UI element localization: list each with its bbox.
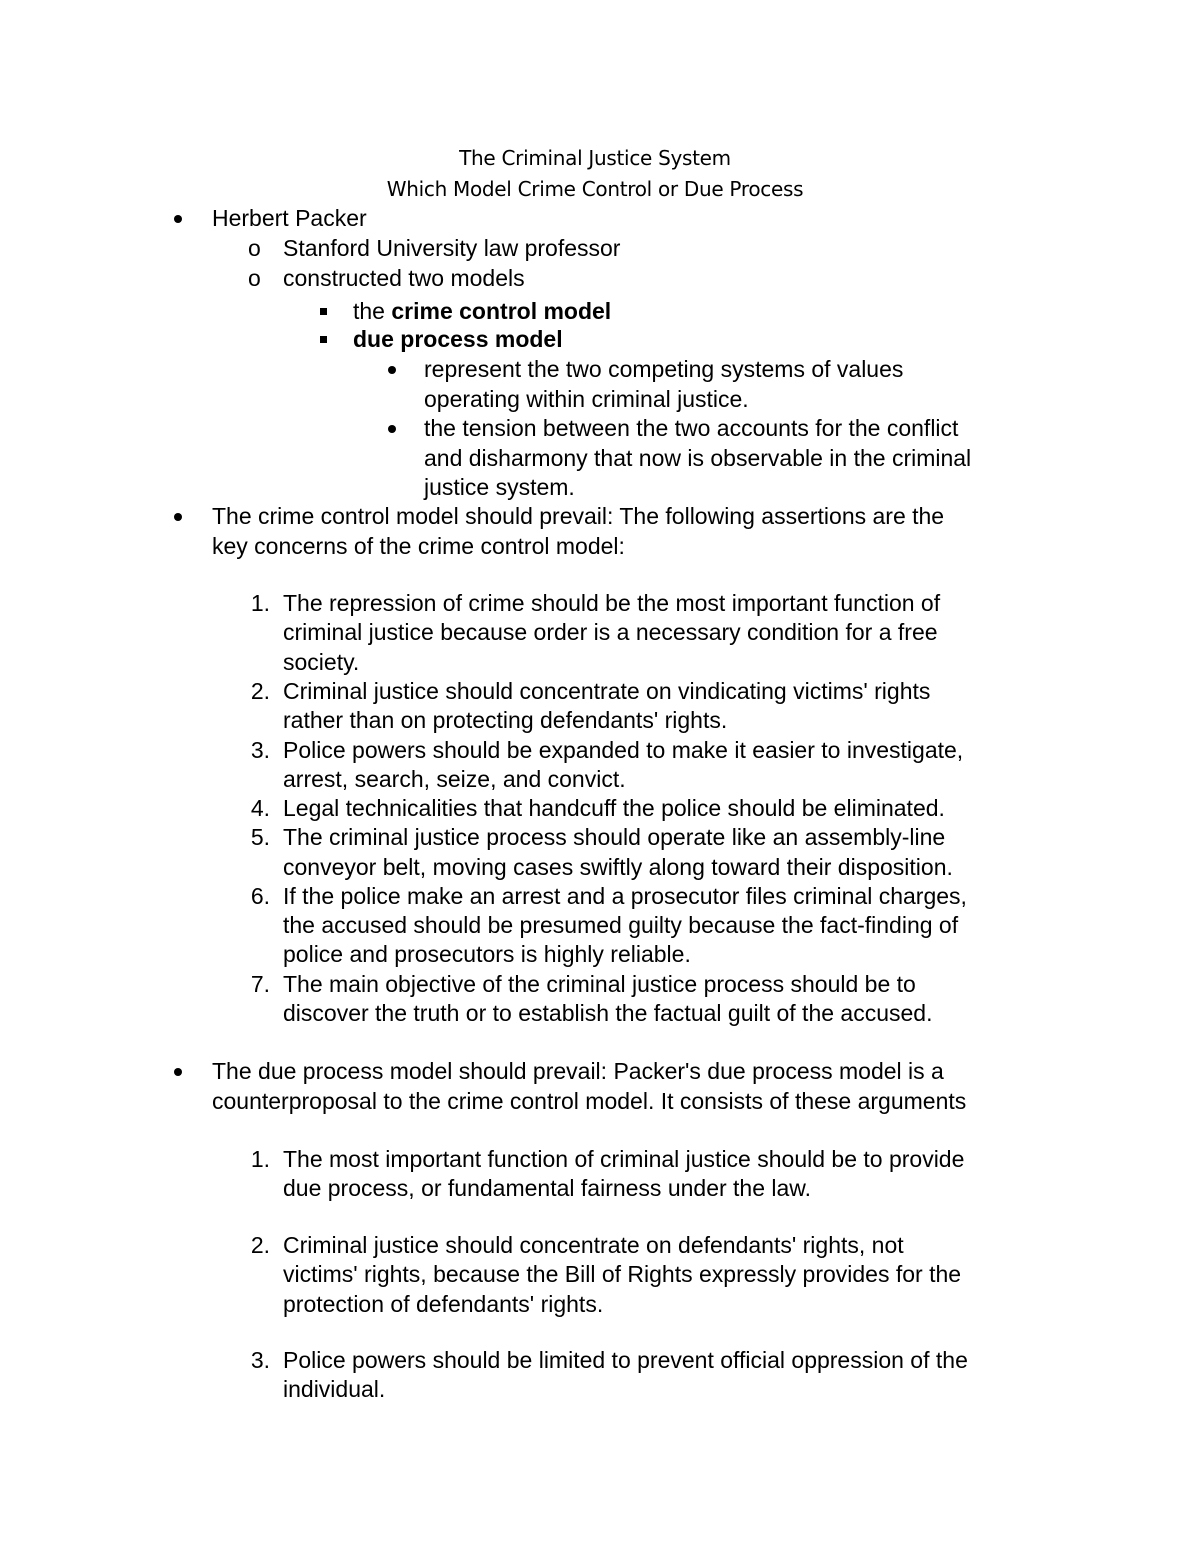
crime-control-intro-l1: The crime control model should prevail: The following assertions are the: [212, 503, 945, 529]
list-item-text: conveyor belt, moving cases swiftly along toward their disposition.: [283, 854, 953, 880]
circle-bullet-icon: o: [248, 235, 261, 261]
list-item-text: rather than on protecting defendants' rights.: [283, 707, 728, 733]
list-item-text: the accused should be presumed guilty because the fact-finding of: [283, 912, 959, 938]
list-item-text: The repression of crime should be the most important function of: [283, 590, 941, 616]
list-number: 4.: [250, 795, 270, 821]
list-number: 1.: [250, 1146, 270, 1172]
page-title: The Criminal Justice System: [459, 146, 731, 170]
point-competing-l2: operating within criminal justice.: [424, 386, 749, 412]
bullet-dot-icon: [388, 366, 396, 374]
list-number: 5.: [250, 824, 270, 850]
bullet-dot-icon: [174, 1068, 182, 1076]
sub-item-two-models: constructed two models: [283, 265, 525, 291]
sub-item-stanford: Stanford University law professor: [283, 235, 621, 261]
point-tension-l3: justice system.: [424, 474, 575, 500]
list-item-text: society.: [283, 649, 360, 675]
model-due-process: due process model: [353, 326, 563, 352]
list-number: 7.: [250, 971, 270, 997]
list-item-text: due process, or fundamental fairness under the law.: [283, 1175, 812, 1201]
list-item-text: discover the truth or to establish the factual guilt of the accused.: [283, 1000, 933, 1026]
model-crime-control: [353, 297, 611, 326]
list-number: 2.: [250, 1232, 270, 1258]
list-item-text: criminal justice because order is a necessary condition for a free: [283, 619, 938, 645]
model-crime-control-name: crime control model: [391, 298, 612, 324]
due-process-intro-l1: The due process model should prevail: Packer's due process model is a: [212, 1058, 944, 1084]
point-tension-l2: and disharmony that now is observable in the criminal: [424, 445, 972, 471]
list-item-text: police and prosecutors is highly reliable.: [283, 941, 691, 967]
square-bullet-icon: [320, 336, 327, 343]
list-number: 1.: [250, 590, 270, 616]
point-competing-l1: represent the two competing systems of values: [424, 356, 904, 382]
due-process-intro-l2: counterproposal to the crime control model. It consists of these arguments: [212, 1088, 967, 1114]
crime-control-intro-l2: key concerns of the crime control model:: [212, 533, 625, 559]
page-subtitle: Which Model Crime Control or Due Process: [386, 177, 804, 201]
list-item-text: Legal technicalities that handcuff the police should be eliminated.: [283, 795, 945, 821]
square-bullet-icon: [320, 308, 327, 315]
bullet-dot-icon: [174, 513, 182, 521]
list-item-text: The criminal justice process should operate like an assembly-line: [283, 824, 946, 850]
list-item-text: victims' rights, because the Bill of Rights expressly provides for the: [283, 1261, 962, 1287]
bullet-dot-icon: [388, 425, 396, 433]
list-item-text: If the police make an arrest and a prosecutor files criminal charges,: [283, 883, 967, 909]
list-item-text: individual.: [283, 1376, 386, 1402]
bullet-herbert-packer: Herbert Packer: [212, 205, 367, 231]
point-tension-l1: the tension between the two accounts for the conflict: [424, 415, 959, 441]
list-item-text: Police powers should be expanded to make it easier to investigate,: [283, 737, 964, 763]
list-item-text: The most important function of criminal justice should be to provide: [283, 1146, 965, 1172]
circle-bullet-icon: o: [248, 265, 261, 291]
list-item-text: Criminal justice should concentrate on vindicating victims' rights: [283, 678, 931, 704]
list-number: 3.: [250, 737, 270, 763]
list-number: 2.: [250, 678, 270, 704]
list-item-text: Criminal justice should concentrate on defendants' rights, not: [283, 1232, 904, 1258]
list-item-text: Police powers should be limited to prevent official oppression of the: [283, 1347, 968, 1373]
list-number: 6.: [250, 883, 270, 909]
model-prefix: the: [353, 298, 392, 324]
list-item-text: arrest, search, seize, and convict.: [283, 766, 626, 792]
list-item-text: The main objective of the criminal justice process should be to: [283, 971, 916, 997]
list-number: 3.: [250, 1347, 270, 1373]
bullet-dot-icon: [174, 215, 182, 223]
list-item-text: protection of defendants' rights.: [283, 1291, 604, 1317]
